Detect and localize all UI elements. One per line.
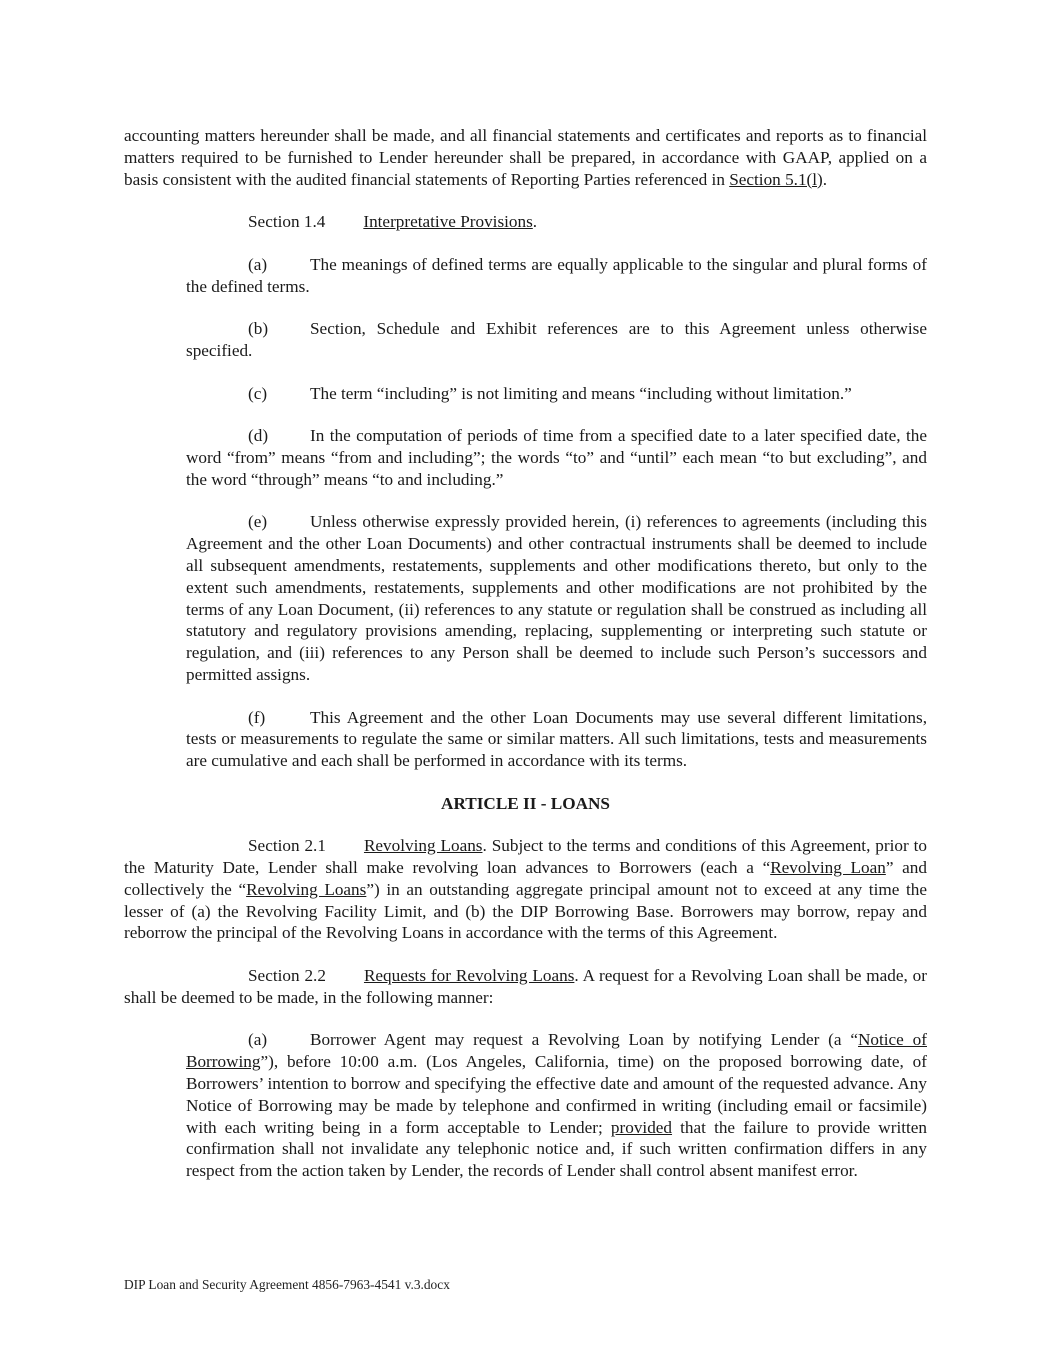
section-2-2-paragraph: Section 2.2 Requests for Revolving Loans. A request for a Revolving Loan shall be made, or shall be deemed to be made, in the following manner: <box>124 966 927 1007</box>
provided-term: provided <box>610 1117 673 1137</box>
intro-paragraph: accounting matters hereunder shall be made, and all financial statements and certificates and reports as to financial matters required to be furnished to Lender hereunder shall be prepared, in accordance with GAAP, applied on a basis consistent with the audited financial statements of Reporting Parties referenced in Section 5.1(l). <box>124 126 927 189</box>
section-1-4-title: Interpretative Provisions <box>363 212 533 232</box>
section-5-1-l-reference: Section 5.1(l) <box>729 169 823 189</box>
section-2-2-title: Requests for Revolving Loans <box>363 966 575 986</box>
revolving-loans-definition: Revolving Loans <box>246 879 367 899</box>
revolving-loan-definition: Revolving Loan <box>770 858 886 878</box>
document-footer: DIP Loan and Security Agreement 4856-7963-4541 v.3.docx <box>124 1277 450 1292</box>
document-page <box>124 125 927 1182</box>
section-1-4-heading: Section 1.4 Interpretative Provisions. <box>248 212 538 232</box>
provision-item-b: (b) Section, Schedule and Exhibit references are to this Agreement unless otherwise specified. <box>186 319 927 360</box>
provision-item-a: (a) The meanings of defined terms are equally applicable to the singular and plural forms of the defined terms. <box>186 254 927 296</box>
provision-item-d: (d) In the computation of periods of time from a specified date to a later specified date, the word “from” means “from and including”; the words “to” and “until” each mean “to but excluding”, and the word “through” means “to and including.” <box>186 426 927 489</box>
provision-item-e: (e) Unless otherwise expressly provided herein, (i) references to agreements (including this Agreement and the other Loan Documents) and other contractual instruments shall be deemed to include all subsequent amendments, restatements, supplements and other modifications thereto, but only to the extent such amendments, restatements, supplements and other modifications are not prohibited by the terms of any Loan Document, (ii) references to any statute or regulation shall be construed as including all statutory and regulatory provisions amending, replacing, supplementing or interpreting such statute or regulation, and (iii) references to any Person shall be deemed to include such Person’s successors and permitted assigns. <box>186 512 927 684</box>
provision-item-f: (f) This Agreement and the other Loan Documents may use several different limitations, tests or measurements to regulate the same or similar matters. All such limitations, tests and measurements are cumulative and each shall be performed in accordance with its terms. <box>186 707 927 771</box>
article-2-heading: ARTICLE II - LOANS <box>441 793 610 813</box>
notice-of-borrowing-definition: Notice of Borrowing <box>186 1030 927 1072</box>
section-2-1-paragraph: Section 2.1 Revolving Loans. Subject to the terms and conditions of this Agreement, prior to the Maturity Date, Lender shall make revolving loan advances to Borrowers (each a “Revolving Loan” and collectively the “Revolving Loans”) in an outstanding aggregate principal amount not to exceed at any time the lesser of (a) the Revolving Facility Limit, and (b) the DIP Borrowing Base. Borrowers may borrow, repay and reborrow the principal of the Revolving Loans in accordance with the terms of this Agreement. <box>124 836 927 943</box>
request-item-a: (a) Borrower Agent may request a Revolving Loan by notifying Lender (a “Notice of Borrowing”), before 10:00 a.m. (Los Angeles, California, time) on the proposed borrowing date, of Borrowers’ intention to borrow and specifying the effective date and amount of the requested advance. Any Notice of Borrowing may be made by telephone and confirmed in writing (including email or facsimile) with each writing being in a form acceptable to Lender; provided that the failure to provide written confirmation shall not invalidate any telephonic notice and, if such written confirmation differs in any respect from the action taken by Lender, the records of Lender shall control absent manifest error. <box>186 1030 927 1181</box>
section-2-1-title: Revolving Loans <box>363 836 483 856</box>
provision-item-c: (c) The term “including” is not limiting and means “including without limitation.” <box>248 383 852 403</box>
